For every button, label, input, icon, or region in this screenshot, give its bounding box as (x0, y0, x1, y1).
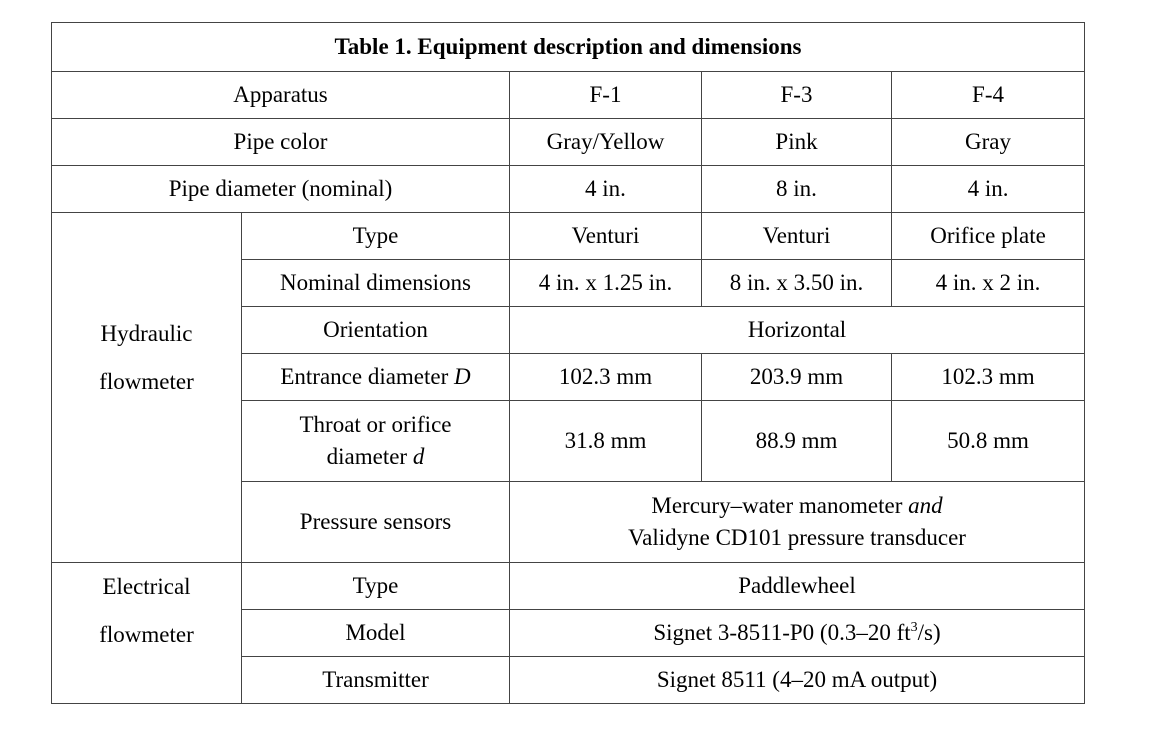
row-label-text: Entrance diameter (280, 364, 449, 390)
table-row (52, 119, 1085, 166)
row-label-orientation: Orientation (242, 307, 510, 354)
table-cell: 203.9 mm (702, 354, 892, 401)
table-cell: Gray (892, 119, 1085, 166)
table-cell: 50.8 mm (892, 401, 1085, 482)
table-cell: 4 in. x 1.25 in. (510, 260, 702, 307)
group-label-line: flowmeter (99, 368, 194, 394)
table-cell: Venturi (510, 213, 702, 260)
column-header-f1: F-1 (510, 72, 702, 119)
row-label-entrance-diameter (242, 354, 510, 401)
table-row (52, 213, 1085, 260)
column-header-f4: F-4 (892, 72, 1085, 119)
table-cell: Venturi (702, 213, 892, 260)
table-cell: 88.9 mm (702, 401, 892, 482)
table-cell (510, 482, 1085, 563)
row-label-throat-diameter (242, 401, 510, 482)
table-cell: 4 in. (510, 166, 702, 213)
symbol-d: d (412, 444, 425, 469)
row-label-pipe-color: Pipe color (52, 119, 510, 166)
table-cell: 4 in. (892, 166, 1085, 213)
row-label-apparatus: Apparatus (52, 72, 510, 119)
model-text: /s) (917, 620, 941, 646)
table-title: Table 1. Equipment description and dimensions (52, 23, 1085, 72)
model-superscript: 3 (910, 620, 918, 636)
group-label-hydraulic-flowmeter (52, 213, 242, 563)
row-label-transmitter: Transmitter (242, 657, 510, 704)
row-label-type: Type (242, 213, 510, 260)
table-cell: 8 in. (702, 166, 892, 213)
table-cell: 31.8 mm (510, 401, 702, 482)
table-cell (510, 610, 1085, 657)
row-label-pipe-diameter: Pipe diameter (nominal) (52, 166, 510, 213)
sensor-text: Validyne CD101 pressure transducer (628, 525, 966, 550)
row-label-nominal-dimensions: Nominal dimensions (242, 260, 510, 307)
group-label-line: Hydraulic (100, 320, 193, 346)
symbol-D: D (454, 364, 471, 390)
table-cell: Pink (702, 119, 892, 166)
model-text: Signet 3-8511-P0 (0.3–20 ft (653, 620, 911, 646)
table-cell: Paddlewheel (510, 563, 1085, 610)
row-label-text: Throat or orifice (299, 412, 452, 438)
table-cell: Gray/Yellow (510, 119, 702, 166)
table-cell: Horizontal (510, 307, 1085, 354)
table-row (52, 563, 1085, 610)
column-header-f3: F-3 (702, 72, 892, 119)
table-cell: Orifice plate (892, 213, 1085, 260)
row-label-pressure-sensors: Pressure sensors (242, 482, 510, 563)
table-title-row (52, 23, 1085, 72)
table-row (52, 166, 1085, 213)
sensor-conjunction: and (908, 493, 943, 519)
group-label-line: Electrical (102, 574, 191, 599)
sensor-text: Mercury–water manometer (651, 493, 903, 519)
group-label-line: flowmeter (99, 622, 194, 647)
row-label-type: Type (242, 563, 510, 610)
row-label-text: diameter (326, 444, 408, 469)
group-label-electrical-flowmeter (52, 563, 242, 704)
row-label-model: Model (242, 610, 510, 657)
table-cell: Signet 8511 (4–20 mA output) (510, 657, 1085, 704)
table-cell: 102.3 mm (510, 354, 702, 401)
table-cell: 4 in. x 2 in. (892, 260, 1085, 307)
equipment-table (51, 22, 1085, 704)
table-row (52, 72, 1085, 119)
table-cell: 102.3 mm (892, 354, 1085, 401)
table-cell: 8 in. x 3.50 in. (702, 260, 892, 307)
